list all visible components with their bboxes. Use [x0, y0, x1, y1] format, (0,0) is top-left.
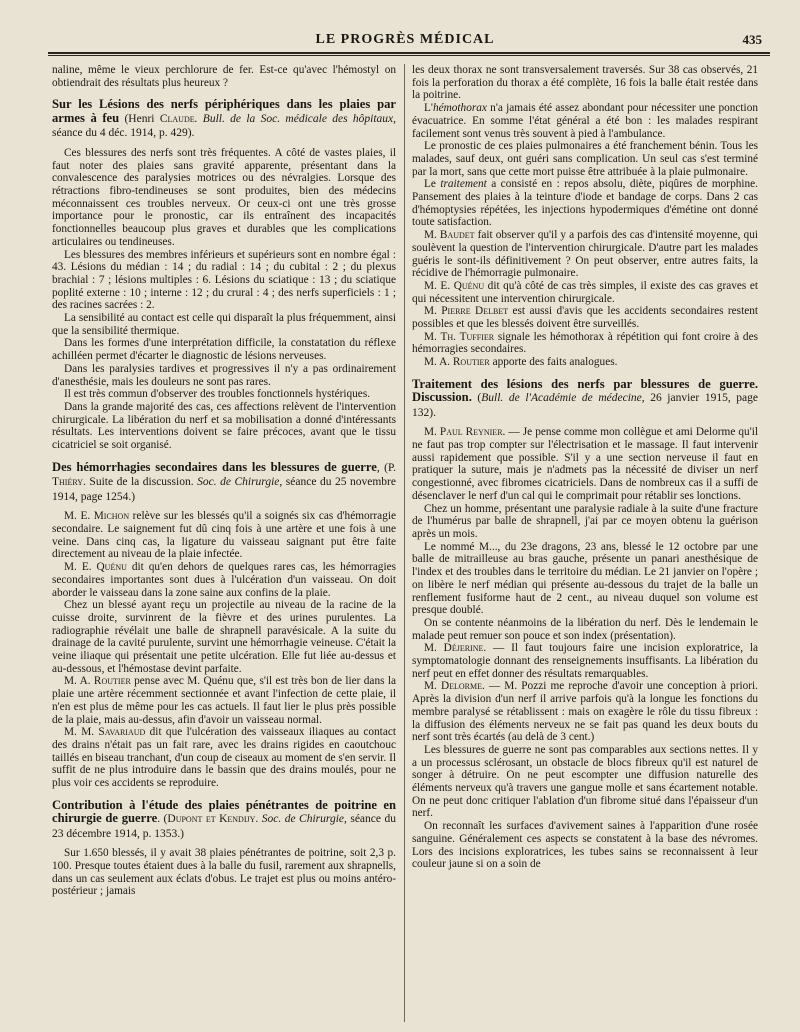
meta-text: , séance du 25 novembre 1914, page 1254.) — [52, 476, 396, 503]
author: Claude — [159, 112, 195, 125]
meta-text: , séance du 23 décembre 1914, p. 1353.) — [52, 813, 396, 840]
paragraph: Sur 1.650 blessés, il y avait 38 plaies pénétrantes de poitrine, soit 2,3 p. 100. Presque toutes étaient dues à la balle du fusil, rarement aux shrapnells, dans un cas seulement aux éclats d'obus. Le trajet est plus ou moins antéro-postérieur ; jamais — [52, 847, 396, 898]
paragraph: Dans les paralysies tardives et progressives il n'y a pas ordinairement d'anesthésie, mais les douleurs ne sont pas rares. — [52, 362, 396, 388]
paragraph — [52, 726, 396, 790]
meta-text: . — [255, 813, 262, 826]
paragraph — [412, 642, 758, 680]
meta-text: , séance du 4 déc. 1914, p. 429). — [52, 112, 397, 140]
paragraph: Dans la grande majorité des cas, ces affections relèvent de l'intervention chirurgicale. La libération du nerf et sa mobilisation a donné d'intéressants résultats. Les interventions doivent se faire précoces, avant que le tissu cicatriciel se soit organisé. — [52, 400, 396, 452]
paragraph — [52, 675, 396, 726]
meta-text: , (P. — [376, 461, 396, 474]
paragraph-text: pense avec M. Quénu que, s'il est très bon de lier dans la plaie une artère récemment sectionnée et avant l'infection de cette plaie, il n'en est plus de même pour les cas actuels. Il faut lier le plus près possible de la plaie, mais au-dessus, afin d'avoir un vaisseau normal. — [52, 675, 396, 726]
paragraph: Le nommé M..., du 23e dragons, 23 ans, blessé le 12 octobre par une balle de mitrailleuse au bras gauche, présente un panari anesthésique de l'index et des troubles dans le territoire du médian. Le 21 janvier on l'opère ; on libère le nerf médian qui présente au-dessous du trajet de la balle un renflement fusiforme haut de 2 cent., au niveau duquel son volume est presque doublé. — [412, 540, 758, 617]
speaker: M. A. Routier — [424, 356, 490, 369]
paragraph-text: a consisté en : repos absolu, diète, piqûres de morphine. Pansement des plaies à la teinture d'iode et bandage de corps. Dans 2 cas d'hémoptysies répétées, les injections hypodermiques d'émétine ont donné toute satisfaction. — [412, 178, 758, 229]
page-header — [40, 28, 770, 50]
speaker: M. E. Quénu — [64, 561, 127, 574]
column-divider — [404, 64, 405, 1022]
speaker: M. Delorme — [424, 680, 483, 693]
paragraph — [412, 356, 758, 369]
paragraph: Chez un homme, présentant une paralysie radiale à la suite d'une fracture de l'humérus par balle de shrapnell, j'ai par ce moyen obtenu la guérison après un mois. — [412, 502, 758, 540]
paragraph — [412, 229, 758, 280]
journal: . Bull. de la Soc. médicale des hôpitaux — [194, 112, 394, 125]
paragraph-text: dit qu'à côté de cas très simples, il existe des cas graves et qui nécessitent une intervention chirurgicale. — [412, 279, 759, 305]
speaker: M. E. Quénu — [424, 279, 485, 292]
article-heading — [52, 461, 396, 505]
paragraph-text: . — Je pense comme mon collègue et ami Delorme qu'il ne faut pas trop compter sur l'électrisation et le massage. Il faut intervenir aussi rapidement que possible. S'il y a une section nerveuse il faut en pratiquer la suture, mais je n'admets pas la nécessité de diviser un nerf congestionné, avec fibromes cicatriciels. Dans de nombreux cas il a suffi de désenclaver le nerf d'un cal qui le comprimait pour rétablir ses lonctions. — [412, 426, 759, 502]
meta-text: (Henri — [119, 112, 160, 125]
speaker: M. Paul Reynier — [424, 426, 503, 439]
paragraph — [412, 280, 758, 305]
paragraph-text: . — M. Pozzi me reproche d'avoir une conception à priori. Après la division d'un nerf il arrive parfois qu'à la longue les fonctions du membre paralysé se rétablissent : mais on exagère le rôle du tissu fibreux : la diffusion des éléments nerveux ne se fait pas quand les deux bouts du nerf sont très écartés (au delà de 3 cent.) — [412, 680, 758, 744]
paragraph — [52, 510, 396, 561]
paragraph: On se contente néanmoins de la libération du nerf. Dès le lendemain le malade peut remuer son pouce et son index (présentation). — [412, 616, 758, 642]
meta-text: . ( — [157, 813, 168, 826]
paragraph: les deux thorax ne sont transversalement traversés. Sur 38 cas observés, 21 fois la perforation du thorax a été complète, 16 fois la balle était restée dans la poitrine. — [412, 64, 758, 102]
paragraph-text: dit qu'en dehors de quelques rares cas, les hémorragies secondaires importantes sont dues à l'ulcération d'un vaisseau. On doit aborder le vaisseau dans la zone saine aux confins de la plaie. — [52, 561, 397, 599]
emphasis: traitement — [440, 178, 487, 191]
paragraph-text: Le — [424, 178, 441, 191]
paragraph: naline, même le vieux perchlorure de fer. Est-ce qu'avec l'hémostyl on obtiendrait des résultats plus heureux ? — [52, 64, 396, 89]
journal: Soc. de Chirurgie — [197, 476, 280, 489]
paragraph: Il est très commun d'observer des troubles fonctionnels hystériques. — [64, 388, 371, 401]
paragraph: On reconnaît les surfaces d'avivement saines à l'apparition d'une rosée sanguine. Généralement ces aspects se constatent à la base des névromes. Lors des incisions exploratrices, les tubes sains se reconnaissent à leur couleur jaune si on a soin de — [412, 820, 758, 871]
speaker: M. Baudet — [424, 229, 475, 242]
article-heading — [52, 799, 396, 842]
meta-text: ( — [471, 392, 482, 405]
paragraph — [412, 331, 758, 356]
paragraph: Les blessures des membres inférieurs et supérieurs sont en nombre égal : 43. Lésions du médian : 14 ; du radial : 14 ; du cubital : 2 ; du plexus brachial : 7 ; lésions multiples : 6. Lésions du sciatique : 13 ; du sciatique poplité externe : 10 ; interne : 12 ; du crural : 4 ; des nerfs superficiels : 1 ; des racines sacrées : 2. — [52, 248, 396, 312]
paragraph-text: L' — [424, 102, 433, 115]
journal: Bull. de l'Académie de médecine — [481, 392, 642, 405]
paragraph: Ces blessures des nerfs sont très fréquentes. A côté de vastes plaies, il faut noter des plaies sans gravité apparente, présentant dans la convalescence des paralysies motrices ou des névralgies. Lorsque des rétractions fibro-tendineuses se sont produites, bien des médecins méconnaissent ces troubles nerveux. Or ceux-ci ont une très grosse importance pour le pronostic, car ils entraînent des incapacités fonctionnelles beaucoup plus graves et durables que les complications articulaires ou tendineuses. — [52, 146, 396, 248]
paragraph-text: signale les hémothorax à répétition qui font croire à des hémorragies secondaires. — [412, 330, 758, 356]
speaker: M. Th. Tuffier — [424, 330, 495, 343]
speaker: M. A. Routier — [64, 675, 131, 688]
left-column — [52, 64, 396, 898]
paragraph — [412, 305, 758, 330]
paragraph-text: . — Il faut toujours faire une incision exploratrice, la symptomatologie donnant des renseignements insuffisants. La libération du nerf peut en effet donner des résultats remarquables. — [412, 642, 758, 680]
author: Thiéry — [52, 476, 84, 489]
heading-title: Traitement des lésions des nerfs par blessures de guerre. Discussion. — [412, 376, 758, 405]
paragraph-text: apporte des faits analogues. — [489, 356, 618, 369]
article-heading — [52, 98, 396, 141]
paragraph-text: dit que l'ulcération des vaisseaux iliaques au contact des drains n'était pas un fait rare, avec les drains rigides en caoutchouc taillés en biseau tranchant, d'un coup de ciseaux au moment de s'en servir. Il suffit de ne plus introduire dans le bassin que des drains moulés, pour ne plus voir ces accidents se reproduire. — [52, 726, 396, 790]
paragraph-text: est aussi d'avis que les accidents secondaires restent possibles et que les blessés doivent être surveillés. — [412, 305, 759, 331]
article-heading — [412, 378, 758, 421]
paragraph — [52, 561, 396, 599]
header-rule — [48, 52, 770, 54]
speaker: M. E. Michon — [64, 510, 130, 523]
author: Dupont et Kendijy — [167, 813, 256, 826]
meta-text: . Suite de la discussion. — [83, 476, 198, 489]
paragraph: Les blessures de guerre ne sont pas comparables aux sections nettes. Il y a un processus sclérosant, un obstacle de blocs fibreux qu'il est naturel de songer à détruire. On ne peut escompter une diffusion naturelle des éléments nerveux qu'à travers une gangue molle et sans écartement notable. On ne peut donc critiquer l'ablation d'un fibrome situé dans l'épaisseur d'un nerf. — [412, 743, 758, 820]
paragraph: Dans les formes d'une interprétation difficile, la constatation du réflexe achilléen permet d'écarter le diagnostic de lésions nerveuses. — [52, 337, 396, 363]
speaker: M. M. Savariaud — [64, 726, 146, 739]
paragraph: Chez un blessé ayant reçu un projectile au niveau de la racine de la cuisse droite, survinrent de la fièvre et des urines purulentes. La radiographie révélait une balle de shrapnell paravésicale. A la suite du drainage de la cavité purulente, survint une hémorrhagie veineuse. C'était la veine iliaque qui présentait une petite ulcération. Elle fut liée au-dessus et au-dessous, et l'hémostase devint parfaite. — [52, 599, 396, 675]
header-rule-thin — [48, 55, 770, 56]
paragraph — [412, 178, 758, 229]
heading-title: Sur les Lésions des nerfs périphériques dans les plaies par armes à feu — [52, 97, 396, 125]
paragraph-text: fait observer qu'il y a parfois des cas d'intensité moyenne, qui soulèvent la question de l'intervention chirurgicale. D'autre part les malades guéris le sont-ils définitivement ? On peut observer, entre autres faits, la récidive de l'hémorragie pulmonaire. — [412, 229, 758, 280]
right-column — [412, 64, 758, 871]
emphasis: hémothorax — [432, 102, 487, 115]
heading-title: Des hémorrhagies secondaires dans les blessures de guerre — [52, 459, 377, 474]
heading-title: Contribution à l'étude des plaies pénétrantes de poitrine en chirurgie de guerre — [52, 797, 396, 826]
paragraph — [412, 426, 758, 502]
running-title: LE PROGRÈS MÉDICAL — [315, 32, 495, 47]
paragraph — [412, 102, 758, 140]
paragraph-text: n'a jamais été assez abondant pour nécessiter une ponction évacuatrice. En somme l'état général a été bon : les malades respirant facilement sont venus très souvent à pied à l'ambulance. — [412, 102, 758, 140]
paragraph: Le pronostic de ces plaies pulmonaires a été franchement bénin. Tous les malades, sauf deux, ont guéri sans complication. Un seul cas s'est terminé par la mort, sans que cette mort puisse être attribuée à la plaie pulmonaire. — [412, 140, 758, 178]
page-number: 435 — [742, 32, 762, 47]
meta-text: , 26 janvier 1915, page 132). — [412, 392, 758, 419]
paragraph-text: relève sur les blessés qu'il a soignés six cas d'hémorragie secondaire. Le saignement fut dû cinq fois à une artère et une fois à une veine. Dans cinq cas, la ligature du vaisseau saignant put être faite directement au niveau de la plaie infectée. — [52, 510, 396, 561]
speaker: M. Pierre Delbet — [424, 305, 509, 318]
paragraph: La sensibilité au contact est celle qui disparaît la plus fréquemment, ainsi que la sensibilité thermique. — [52, 312, 396, 337]
paragraph — [412, 680, 758, 744]
journal: Soc. de Chirurgie — [261, 813, 344, 826]
speaker: M. Déjerine — [424, 642, 484, 655]
